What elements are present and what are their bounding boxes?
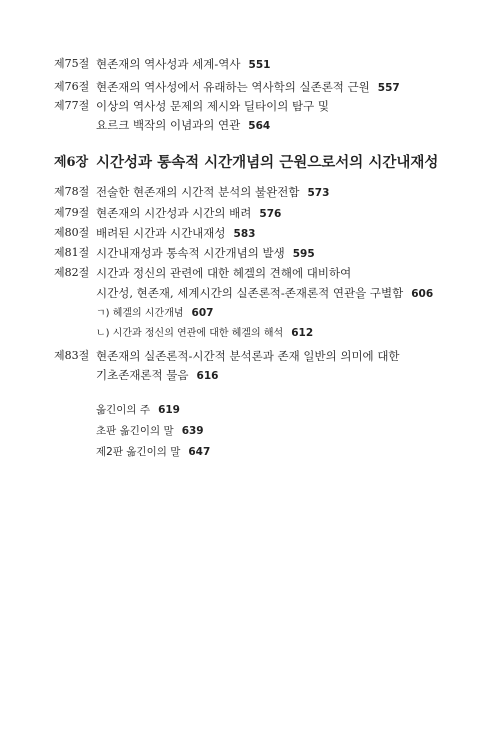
section-title: 시간성, 현존재, 세계시간의 실존론적-존재론적 연관을 구별함: [96, 286, 404, 300]
section-number: 제82절: [54, 266, 90, 279]
section-number: 제77절: [54, 99, 90, 112]
subsection-title: ㄴ) 시간과 정신의 연관에 대한 헤겔의 해석: [96, 328, 284, 339]
page-number: 551: [248, 59, 271, 71]
page-number: 573: [307, 187, 330, 199]
section-title: 현존재의 역사성에서 유래하는 역사학의 실존론적 근원: [96, 80, 370, 94]
page-number: 612: [291, 327, 314, 339]
section-title: 시간과 정신의 관련에 대한 헤겔의 견해에 대비하여: [96, 266, 352, 280]
section-title: 현존재의 역사성과 세계-역사: [96, 57, 241, 71]
chapter-title: 시간성과 통속적 시간개념의 근원으로서의 시간내재성: [96, 154, 439, 171]
section-number: 제76절: [54, 80, 90, 93]
section-number: 제78절: [54, 185, 90, 198]
page-number: 607: [191, 307, 214, 319]
section-title: 전술한 현존재의 시간적 분석의 불완전함: [96, 185, 300, 199]
page-number: 564: [248, 120, 271, 132]
page-number: 606: [411, 288, 434, 300]
page-number: 583: [233, 228, 256, 240]
appendix-title: 제2판 옮긴이의 말: [96, 446, 181, 458]
page-number: 616: [196, 370, 219, 382]
appendix-title: 초판 옮긴이의 말: [96, 425, 174, 437]
section-number: 제80절: [54, 226, 90, 239]
section-number: 제75절: [54, 57, 90, 70]
page-number: 576: [259, 208, 282, 220]
section-number: 제81절: [54, 246, 90, 259]
section-title: 이상의 역사성 문제의 제시와 딜타이의 탐구 및: [96, 99, 330, 113]
section-title: 기초존재론적 물음: [96, 368, 189, 382]
section-title: 현존재의 실존론적-시간적 분석론과 존재 일반의 의미에 대한: [96, 349, 400, 363]
page-number: 557: [377, 82, 400, 94]
subsection-title: ㄱ) 헤겔의 시간개념: [96, 308, 184, 319]
section-title: 시간내재성과 통속적 시간개념의 발생: [96, 246, 285, 260]
appendix-title: 옮긴이의 주: [96, 404, 151, 416]
section-number: 제79절: [54, 206, 90, 219]
section-title: 요르크 백작의 이념과의 연관: [96, 118, 241, 132]
page-number: 647: [188, 446, 211, 458]
chapter-number: 제6장: [54, 155, 89, 170]
section-number: 제83절: [54, 349, 90, 362]
page-number: 619: [158, 404, 180, 416]
section-title: 현존재의 시간성과 시간의 배려: [96, 206, 252, 220]
page-number: 595: [292, 248, 315, 260]
page-number: 639: [181, 425, 204, 437]
section-title: 배려된 시간과 시간내재성: [96, 226, 226, 240]
